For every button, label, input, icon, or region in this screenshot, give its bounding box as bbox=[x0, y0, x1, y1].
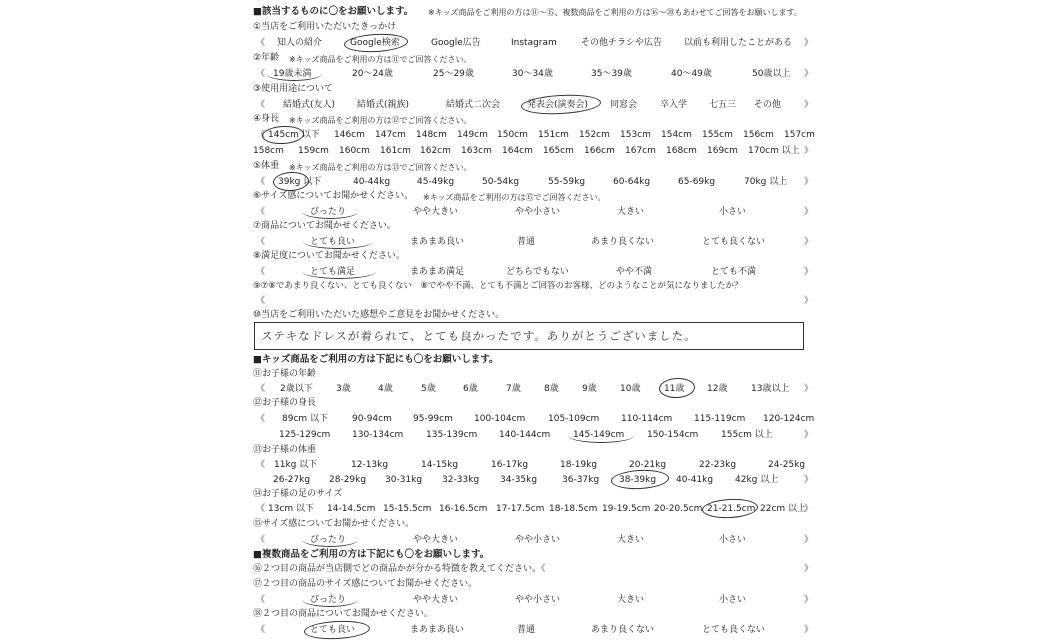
q8-option[interactable]: とても不満 bbox=[711, 267, 757, 277]
q12-option[interactable]: 115-119cm bbox=[694, 414, 746, 424]
bracket-close: 》 bbox=[804, 535, 814, 545]
bracket-close: 》 bbox=[804, 595, 814, 605]
q11-option[interactable]: 6歳 bbox=[463, 384, 478, 394]
q14-option[interactable]: 14-14.5cm bbox=[327, 504, 376, 514]
q12-option[interactable]: 120-124cm bbox=[763, 414, 815, 424]
q4-option[interactable]: 169cm bbox=[707, 146, 738, 156]
q11-option[interactable]: 4歳 bbox=[378, 384, 393, 394]
bracket-open: 《 bbox=[256, 38, 266, 48]
q4-option[interactable]: 161cm bbox=[380, 146, 411, 156]
q15-option[interactable]: 小さい bbox=[719, 535, 747, 545]
q18-option[interactable]: とても良くない bbox=[702, 625, 766, 635]
answer-circle-mark bbox=[304, 619, 371, 640]
q11-option[interactable]: 13歳以上 bbox=[751, 384, 790, 394]
q2-note: ※キッズ商品をご利用の方は⑪でご回答ください。 bbox=[289, 55, 472, 64]
bracket-close: 》 bbox=[804, 475, 814, 485]
q5-option[interactable]: 60-64kg bbox=[613, 177, 651, 187]
q13-option[interactable]: 34-35kg bbox=[500, 475, 538, 485]
q4-option[interactable]: 147cm bbox=[375, 130, 406, 140]
q6-option[interactable]: 大きい bbox=[617, 207, 645, 217]
q6-option[interactable]: 小さい bbox=[719, 207, 747, 217]
q12-option[interactable]: 89cm 以下 bbox=[282, 414, 329, 424]
q16-label: ⑯２つ目の商品が当店側でどの商品かが分かる特徴を教えてください。《 bbox=[253, 564, 546, 574]
q18-label: ⑱２つ目の商品についてお聞かせください。 bbox=[253, 609, 433, 619]
q4-option[interactable]: 167cm bbox=[625, 146, 656, 156]
q14-option[interactable]: 18-18.5cm bbox=[549, 504, 598, 514]
answer-circle-mark bbox=[303, 234, 373, 249]
q18-option[interactable]: まあまあ良い bbox=[410, 625, 465, 635]
answer-circle-mark bbox=[659, 377, 696, 399]
q15-option[interactable]: やや小さい bbox=[515, 535, 561, 545]
q12-option[interactable]: 145-149cm bbox=[573, 430, 625, 440]
q4-note: ※キッズ商品をご利用の方は⑫でご回答ください。 bbox=[289, 116, 472, 125]
q17-option[interactable]: やや小さい bbox=[515, 595, 561, 605]
q13-option[interactable]: 26-27kg bbox=[273, 475, 311, 485]
q5-option[interactable]: 55-59kg bbox=[548, 177, 586, 187]
q4-option[interactable]: 162cm bbox=[420, 146, 451, 156]
q14-option[interactable]: 19-19.5cm bbox=[602, 504, 651, 514]
answer-circle-mark bbox=[262, 125, 305, 145]
q12-option[interactable]: 130-134cm bbox=[352, 430, 404, 440]
bracket-close: 》 bbox=[804, 564, 814, 574]
q2-option[interactable]: 50歳以上 bbox=[752, 69, 791, 79]
q14-option[interactable]: 15-15.5cm bbox=[383, 504, 432, 514]
q4-option[interactable]: 168cm bbox=[666, 146, 697, 156]
q3-option[interactable]: 結婚式(親族) bbox=[357, 100, 410, 110]
q15-option[interactable]: 大きい bbox=[617, 535, 645, 545]
kids-section-title: ■キッズ商品をご利用の方は下記にも〇をお願いします。 bbox=[253, 354, 499, 365]
q13-option[interactable]: 38-39kg bbox=[619, 475, 657, 485]
bracket-open: 《 bbox=[256, 595, 266, 605]
bracket-close: 》 bbox=[804, 146, 814, 156]
q5-option[interactable]: 50-54kg bbox=[482, 177, 520, 187]
q12-option[interactable]: 110-114cm bbox=[621, 414, 673, 424]
q14-option[interactable]: 22cm 以上 bbox=[760, 504, 807, 514]
q8-option[interactable]: とても満足 bbox=[310, 267, 356, 277]
q13-option[interactable]: 42kg 以上 bbox=[735, 475, 779, 485]
bracket-close: 》 bbox=[804, 384, 814, 394]
q7-option[interactable]: まあまあ良い bbox=[410, 237, 465, 247]
q13-option[interactable]: 36-37kg bbox=[562, 475, 600, 485]
q1-option[interactable]: Google検索 bbox=[350, 38, 400, 48]
q2-option[interactable]: 30～34歳 bbox=[512, 69, 553, 79]
bracket-open: 《 bbox=[256, 177, 266, 187]
q11-option[interactable]: 5歳 bbox=[421, 384, 436, 394]
q5-option[interactable]: 40-44kg bbox=[353, 177, 391, 187]
handwritten-comment: ステキなドレスが着られて、とても良かったです。ありがとうございました。 bbox=[260, 329, 698, 343]
q13-option[interactable]: 18-19kg bbox=[560, 460, 598, 470]
bracket-close: 》 bbox=[804, 237, 814, 247]
q3-option[interactable]: その他 bbox=[754, 100, 782, 110]
bracket-open: 《 bbox=[256, 384, 266, 394]
q2-option[interactable]: 20～24歳 bbox=[352, 69, 393, 79]
q13-option[interactable]: 14-15kg bbox=[421, 460, 459, 470]
q3-option[interactable]: 七五三 bbox=[709, 100, 737, 110]
q4-option[interactable]: 165cm bbox=[543, 146, 574, 156]
q13-option[interactable]: 16-17kg bbox=[491, 460, 529, 470]
q13-option[interactable]: 32-33kg bbox=[442, 475, 480, 485]
q9-label: ⑨⑦⑧であまり良くない、とても良くない ⑧でやや不満、とても不満とご回答のお客様、どのようなことが気になりましたか？ bbox=[253, 281, 743, 291]
q2-option[interactable]: 19歳未満 bbox=[273, 69, 312, 79]
q13-option[interactable]: 30-31kg bbox=[385, 475, 423, 485]
bracket-close: 》 bbox=[804, 296, 814, 306]
q12-option[interactable]: 155cm 以上 bbox=[721, 430, 773, 440]
q3-option[interactable]: 結婚式二次会 bbox=[446, 100, 501, 110]
q14-option[interactable]: 13cm 以下 bbox=[268, 504, 315, 514]
bracket-open: 《 bbox=[256, 535, 266, 545]
q4-option[interactable]: 154cm bbox=[661, 130, 692, 140]
bracket-open: 《 bbox=[256, 207, 266, 217]
q12-option[interactable]: 140-144cm bbox=[499, 430, 551, 440]
bracket-open: 《 bbox=[256, 460, 266, 470]
answer-circle-mark bbox=[302, 204, 358, 219]
q1-option[interactable]: 以前も利用したことがある bbox=[684, 38, 793, 48]
q18-option[interactable]: あまり良くない bbox=[591, 625, 655, 635]
answer-circle-mark bbox=[521, 93, 602, 116]
q4-option[interactable]: 146cm bbox=[334, 130, 365, 140]
section-title: ■該当するものに〇をお願いします。 bbox=[253, 6, 414, 17]
q4-option[interactable]: 151cm bbox=[538, 130, 569, 140]
q10-label: ⑩当店をご利用いただいた感想やご意見をお聞かせください。 bbox=[253, 310, 505, 320]
q17-option[interactable]: 大きい bbox=[617, 595, 645, 605]
q4-option[interactable]: 170cm 以上 bbox=[748, 146, 800, 156]
q17-option[interactable]: 小さい bbox=[719, 595, 747, 605]
q17-label: ⑰２つ目の商品のサイズ感についてお聞かせください。 bbox=[253, 579, 478, 589]
q3-label: ③使用用途について bbox=[253, 84, 333, 94]
answer-circle-mark bbox=[266, 66, 322, 81]
q14-option[interactable]: 16-16.5cm bbox=[439, 504, 488, 514]
q13-option[interactable]: 24-25kg bbox=[768, 460, 806, 470]
answer-circle-mark bbox=[344, 32, 409, 53]
q7-label: ⑦商品についてお聞かせください。 bbox=[253, 221, 396, 231]
bracket-close: 》 bbox=[804, 625, 814, 635]
q8-option[interactable]: どちらでもない bbox=[506, 267, 569, 277]
q7-option[interactable]: とても良い bbox=[310, 237, 356, 247]
q12-option[interactable]: 125-129cm bbox=[279, 430, 331, 440]
q18-option[interactable]: とても良い bbox=[310, 625, 356, 635]
q4-option[interactable]: 164cm bbox=[502, 146, 533, 156]
answer-circle-mark bbox=[302, 592, 358, 607]
q14-option[interactable]: 20-20.5cm bbox=[654, 504, 703, 514]
q12-option[interactable]: 150-154cm bbox=[647, 430, 699, 440]
q13-option[interactable]: 11kg 以下 bbox=[274, 460, 318, 470]
q4-option[interactable]: 153cm bbox=[620, 130, 651, 140]
q6-option[interactable]: ぴったり bbox=[310, 207, 347, 217]
q5-label: ⑤体重 bbox=[253, 161, 280, 171]
q11-option[interactable]: 11歳 bbox=[664, 384, 685, 394]
q1-option[interactable]: 知人の紹介 bbox=[277, 38, 323, 48]
section-note: ※キッズ商品をご利用の方は⑪～⑮、複数商品をご利用の方は⑯～⑳もあわせてご回答をお願いします。 bbox=[428, 8, 802, 17]
q12-option[interactable]: 95-99cm bbox=[413, 414, 453, 424]
q11-option[interactable]: 3歳 bbox=[336, 384, 351, 394]
answer-circle-mark bbox=[568, 428, 634, 443]
q8-label: ⑧満足度についてお聞かせください。 bbox=[253, 251, 405, 261]
bracket-close: 》 bbox=[804, 267, 814, 277]
q4-label: ④身長 bbox=[253, 114, 280, 124]
q4-option[interactable]: 159cm bbox=[298, 146, 329, 156]
bracket-close: 》 bbox=[804, 207, 814, 217]
q3-option[interactable]: 卒入学 bbox=[660, 100, 688, 110]
q13-option[interactable]: 28-29kg bbox=[329, 475, 367, 485]
bracket-open: 《 bbox=[256, 267, 266, 277]
q5-option[interactable]: 39kg 以下 bbox=[278, 177, 322, 187]
bracket-close: 》 bbox=[804, 69, 814, 79]
q7-option[interactable]: 普通 bbox=[517, 237, 536, 247]
q2-label: ②年齢 bbox=[253, 53, 280, 63]
q4-option[interactable]: 166cm bbox=[584, 146, 615, 156]
q12-option[interactable]: 105-109cm bbox=[548, 414, 600, 424]
q3-option[interactable]: 同窓会 bbox=[610, 100, 638, 110]
q1-option[interactable]: その他チラシや広告 bbox=[581, 38, 663, 48]
q15-label: ⑮サイズ感についてお聞かせください。 bbox=[253, 519, 415, 529]
q13-option[interactable]: 40-41kg bbox=[676, 475, 714, 485]
answer-circle-mark bbox=[302, 264, 376, 279]
q15-option[interactable]: やや大きい bbox=[413, 535, 459, 545]
q7-option[interactable]: とても良くない bbox=[702, 237, 766, 247]
q1-label: ①当店をご利用いただいたきっかけ bbox=[253, 22, 397, 32]
q14-label: ⑭お子様の足のサイズ bbox=[253, 489, 343, 499]
q6-option[interactable]: やや大きい bbox=[413, 207, 459, 217]
answer-circle-mark bbox=[273, 171, 310, 192]
q17-option[interactable]: やや大きい bbox=[413, 595, 459, 605]
comment-box[interactable] bbox=[254, 322, 804, 350]
q4-option[interactable]: 149cm bbox=[457, 130, 488, 140]
q5-note: ※キッズ商品をご利用の方は⑬でご回答ください。 bbox=[289, 163, 472, 172]
bracket-close: 》 bbox=[804, 100, 814, 110]
q4-option[interactable]: 160cm bbox=[339, 146, 370, 156]
q4-option[interactable]: 163cm bbox=[461, 146, 492, 156]
bracket-open: 《 bbox=[256, 100, 266, 110]
q11-option[interactable]: 7歳 bbox=[506, 384, 521, 394]
q5-option[interactable]: 70kg 以上 bbox=[744, 177, 788, 187]
q3-option[interactable]: 発表会(演奏会) bbox=[527, 100, 589, 110]
q6-label: ⑥サイズ感についてお聞かせください。 bbox=[253, 191, 414, 201]
bracket-open: 《 bbox=[256, 504, 266, 514]
bracket-open: 《 bbox=[256, 296, 266, 306]
multi-section-title: ■複数商品をご利用の方は下記にも〇をお願いします。 bbox=[253, 549, 490, 560]
bracket-open: 《 bbox=[256, 69, 266, 79]
q1-option[interactable]: Instagram bbox=[511, 38, 557, 48]
q12-option[interactable]: 90-94cm bbox=[352, 414, 392, 424]
q4-option[interactable]: 158cm bbox=[253, 146, 284, 156]
q14-option[interactable]: 21-21.5cm bbox=[707, 504, 756, 514]
q12-label: ⑫お子様の身長 bbox=[253, 398, 317, 408]
q8-option[interactable]: やや不満 bbox=[616, 267, 653, 277]
q11-option[interactable]: 10歳 bbox=[620, 384, 641, 394]
q4-option[interactable]: 145cm 以下 bbox=[268, 130, 320, 140]
q17-option[interactable]: ぴったり bbox=[310, 595, 347, 605]
q4-option[interactable]: 156cm bbox=[743, 130, 774, 140]
bracket-close: 》 bbox=[804, 430, 814, 440]
q4-option[interactable]: 152cm bbox=[579, 130, 610, 140]
bracket-close: 》 bbox=[804, 504, 814, 514]
answer-circle-mark bbox=[702, 498, 759, 520]
bracket-close: 》 bbox=[804, 38, 814, 48]
q8-option[interactable]: まあまあ満足 bbox=[410, 267, 465, 277]
q4-option[interactable]: 157cm bbox=[784, 130, 815, 140]
answer-circle-mark bbox=[611, 468, 670, 490]
q5-option[interactable]: 65-69kg bbox=[678, 177, 716, 187]
q4-option[interactable]: 150cm bbox=[497, 130, 528, 140]
q11-option[interactable]: 9歳 bbox=[582, 384, 597, 394]
q2-option[interactable]: 35～39歳 bbox=[591, 69, 632, 79]
q6-note: ※キッズ商品をご利用の方は⑮でご回答ください。 bbox=[423, 193, 606, 202]
q2-option[interactable]: 25～29歳 bbox=[433, 69, 474, 79]
q2-option[interactable]: 40～49歳 bbox=[671, 69, 712, 79]
q14-option[interactable]: 17-17.5cm bbox=[496, 504, 545, 514]
q18-option[interactable]: 普通 bbox=[517, 625, 536, 635]
q15-option[interactable]: ぴったり bbox=[310, 535, 347, 545]
q13-option[interactable]: 22-23kg bbox=[699, 460, 737, 470]
bracket-close: 》 bbox=[804, 177, 814, 187]
q1-option[interactable]: Google広告 bbox=[431, 38, 481, 48]
bracket-open: 《 bbox=[256, 414, 266, 424]
bracket-open: 《 bbox=[256, 237, 266, 247]
q11-option[interactable]: 2歳以下 bbox=[280, 384, 313, 394]
bracket-open: 《 bbox=[256, 130, 266, 140]
q6-option[interactable]: やや小さい bbox=[515, 207, 561, 217]
q12-option[interactable]: 135-139cm bbox=[426, 430, 478, 440]
q7-option[interactable]: あまり良くない bbox=[591, 237, 655, 247]
answer-circle-mark bbox=[302, 532, 358, 547]
q4-option[interactable]: 155cm bbox=[702, 130, 733, 140]
q12-option[interactable]: 100-104cm bbox=[474, 414, 526, 424]
q3-option[interactable]: 結婚式(友人) bbox=[283, 100, 336, 110]
q5-option[interactable]: 45-49kg bbox=[417, 177, 455, 187]
q13-label: ⑬お子様の体重 bbox=[253, 445, 317, 455]
q13-option[interactable]: 20-21kg bbox=[629, 460, 667, 470]
q11-option[interactable]: 8歳 bbox=[544, 384, 559, 394]
q4-option[interactable]: 148cm bbox=[416, 130, 447, 140]
q13-option[interactable]: 12-13kg bbox=[351, 460, 389, 470]
q11-label: ⑪お子様の年齢 bbox=[253, 369, 317, 379]
bracket-open: 《 bbox=[256, 625, 266, 635]
q11-option[interactable]: 12歳 bbox=[707, 384, 728, 394]
